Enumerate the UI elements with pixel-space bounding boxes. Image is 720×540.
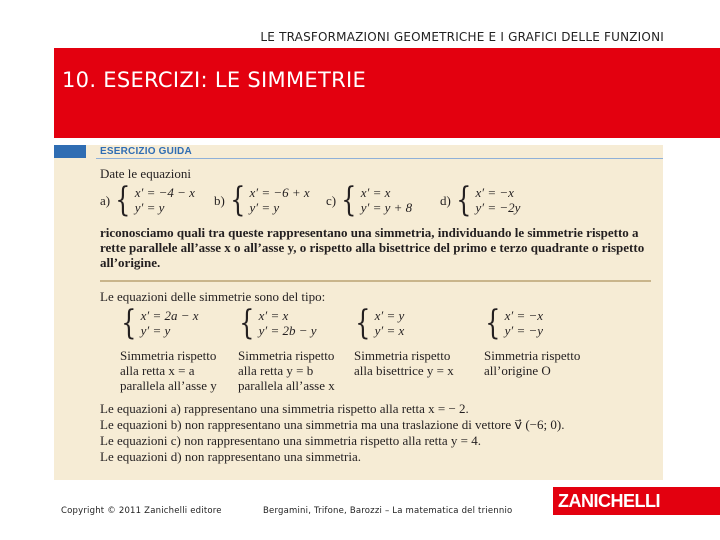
- system-b: [214, 180, 310, 220]
- equation-line: x′ = −x: [504, 308, 544, 323]
- brace-icon: {: [230, 180, 246, 220]
- system-label: a): [100, 192, 111, 208]
- guide-rule: [96, 158, 663, 159]
- equation-line: y′ = −2y: [475, 200, 521, 215]
- type-bisector: [352, 303, 405, 343]
- equation-line: y′ = y: [140, 323, 171, 338]
- brace-icon: {: [121, 303, 137, 343]
- equation-line: y′ = y: [249, 200, 280, 215]
- section-heading: 10. ESERCIZI: LE SIMMETRIE: [62, 68, 367, 92]
- equation-line: y′ = 2b − y: [258, 323, 317, 338]
- question-line: all’origine.: [100, 255, 161, 270]
- system-label: d): [440, 192, 451, 208]
- section-banner: [54, 48, 720, 138]
- brace-icon: {: [456, 180, 472, 220]
- brace-icon: {: [115, 180, 131, 220]
- system-d: [440, 180, 521, 220]
- type-horizontal-axis: [236, 303, 317, 343]
- footer-copyright: Copyright © 2011 Zanichelli editore: [61, 506, 222, 516]
- conclusion-line: Le equazioni d) non rappresentano una simmetria.: [100, 449, 361, 464]
- conclusion-line: Le equazioni b) non rappresentano una simmetria ma una traslazione di vettore v⃗ (−6; 0).: [100, 417, 565, 432]
- equation-line: x′ = −6 + x: [249, 185, 310, 200]
- exercise-intro: Date le equazioni: [100, 166, 191, 181]
- type-vertical-axis: [118, 303, 199, 343]
- section-separator: [100, 280, 651, 282]
- type-caption: Simmetria rispetto alla bisettrice y = x: [354, 348, 454, 378]
- equation-line: y′ = x: [374, 323, 405, 338]
- equation-line: x′ = x: [360, 185, 391, 200]
- brace-icon: {: [485, 303, 501, 343]
- question-line: riconosciamo quali tra queste rappresentano una simmetria, individuando le simmetrie rispetto a: [100, 225, 639, 240]
- types-title: Le equazioni delle simmetrie sono del tipo:: [100, 289, 326, 304]
- system-label: c): [326, 192, 337, 208]
- publisher-logo: ZANICHELLI: [553, 487, 720, 515]
- slide-top-title: LE TRASFORMAZIONI GEOMETRICHE E I GRAFICI DELLE FUNZIONI: [260, 30, 664, 44]
- guide-label: ESERCIZIO GUIDA: [100, 146, 192, 157]
- conclusion-line: Le equazioni a) rappresentano una simmetria rispetto alla retta x = − 2.: [100, 401, 469, 416]
- type-caption: Simmetria rispetto all’origine O: [484, 348, 581, 378]
- question-line: rette parallele all’asse x o all’asse y, o rispetto alla bisettrice del primo e terzo quadrante o rispetto: [100, 240, 645, 255]
- conclusion-line: Le equazioni c) non rappresentano una simmetria rispetto alla retta y = 4.: [100, 433, 481, 448]
- brace-icon: {: [239, 303, 255, 343]
- type-caption: Simmetria rispetto alla retta x = a parallela all’asse y: [120, 348, 217, 393]
- system-label: b): [214, 192, 225, 208]
- equation-line: y′ = y: [134, 200, 165, 215]
- system-c: [326, 180, 413, 220]
- equation-line: x′ = x: [258, 308, 289, 323]
- equation-line: x′ = −x: [475, 185, 514, 200]
- conclusions: [100, 401, 564, 465]
- guide-tab-marker: [54, 145, 86, 158]
- type-origin: [482, 303, 544, 343]
- exercise-question: [100, 225, 651, 270]
- footer-authors: Bergamini, Trifone, Barozzi – La matematica del triennio: [263, 506, 513, 516]
- brace-icon: {: [355, 303, 371, 343]
- equation-line: x′ = 2a − x: [140, 308, 199, 323]
- equation-line: x′ = y: [374, 308, 405, 323]
- system-a: [100, 180, 195, 220]
- exercise-panel: [54, 145, 663, 480]
- equation-line: x′ = −4 − x: [134, 185, 195, 200]
- type-caption: Simmetria rispetto alla retta y = b parallela all’asse x: [238, 348, 335, 393]
- equation-line: y′ = y + 8: [360, 200, 413, 215]
- brace-icon: {: [341, 180, 357, 220]
- equation-line: y′ = −y: [504, 323, 544, 338]
